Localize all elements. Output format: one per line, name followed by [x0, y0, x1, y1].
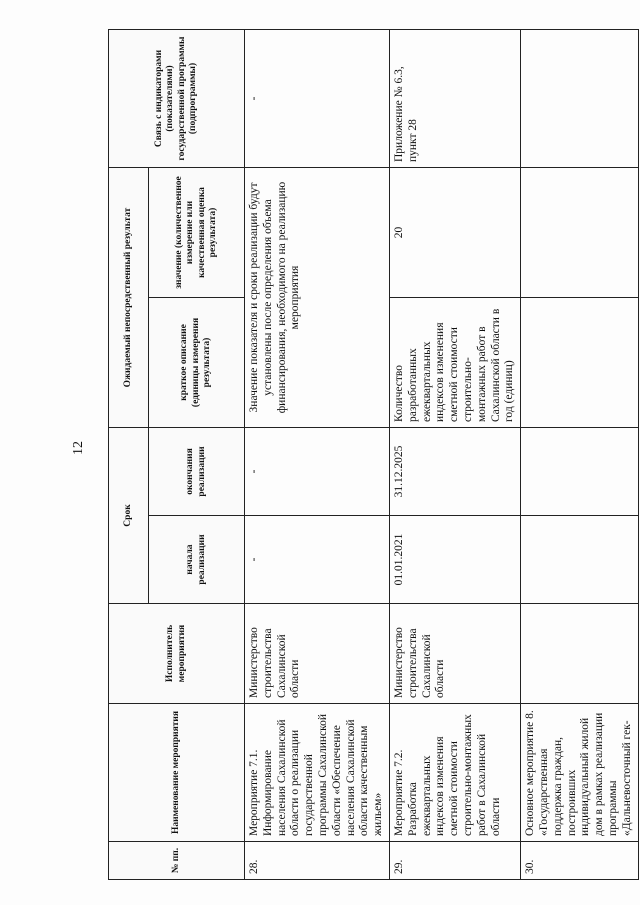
rotated-table-container [108, 30, 633, 880]
page-number: 12 [71, 441, 86, 455]
header-result-value: значение (количественное измерение или качественная оценка результата) [149, 168, 245, 298]
header-term: Срок [109, 428, 149, 604]
row-result-desc: Количество разработанных ежеквартальных индексов изменения сметной стоимости строительно-монтажных работ в Сахалинской области в год (единиц) [389, 298, 520, 428]
row-start: 01.01.2021 [389, 516, 520, 604]
header-term-end: окончания реализации [149, 428, 245, 516]
row-link [521, 30, 638, 168]
row-executor: Министерство строительства Сахалинской области [245, 604, 390, 704]
table-row [521, 30, 638, 880]
header-result-desc: краткое описание (единицы измерения результата) [149, 298, 245, 428]
row-result-desc [521, 298, 638, 428]
row-start: - [245, 516, 390, 604]
header-result: Ожидаемый непосредственный результат [109, 168, 149, 428]
row-end [521, 428, 638, 516]
row-num: 28. [245, 842, 390, 880]
row-name: Основное мероприятие 8. «Государственная поддержка граждан, построивших индивидуальный жилой дом в рамках реализации программы «Дальневосточный гек- [521, 704, 638, 842]
row-name: Мероприятие 7.1. Информирование населения Сахалинской области о реализации государственной программы Сахалинской области «Обеспечение населения Сахалинской области качественным жильем» [245, 704, 390, 842]
row-num: 30. [521, 842, 638, 880]
header-name: Наименование мероприятия [109, 704, 245, 842]
row-start [521, 516, 638, 604]
row-executor [521, 604, 638, 704]
row-link: Приложение № 6.3, пункт 28 [389, 30, 520, 168]
header-row-1 [109, 30, 149, 880]
row-executor: Министерство строительства Сахалинской области [389, 604, 520, 704]
header-num: № пп. [109, 842, 245, 880]
header-executor: Исполнитель мероприятия [109, 604, 245, 704]
row-result-value: 20 [389, 168, 520, 298]
measures-table [108, 29, 639, 880]
header-term-start: начала реализации [149, 516, 245, 604]
table-row [245, 30, 390, 880]
row-result-value [521, 168, 638, 298]
row-name: Мероприятие 7.2. Разработка ежеквартальных индексов изменения сметной стоимости строительно-монтажных работ в Сахалинской области [389, 704, 520, 842]
header-link: Связь с индикаторами (показателями) государственной программы (подпрограммы) [109, 30, 245, 168]
row-num: 29. [389, 842, 520, 880]
table-row [389, 30, 520, 880]
row-result-desc: Значение показателя и сроки реализации будут установлены после определения объема финансирования, необходимого на реализацию мероприятия [245, 168, 390, 428]
row-link: - [245, 30, 390, 168]
row-end: - [245, 428, 390, 516]
row-end: 31.12.2025 [389, 428, 520, 516]
